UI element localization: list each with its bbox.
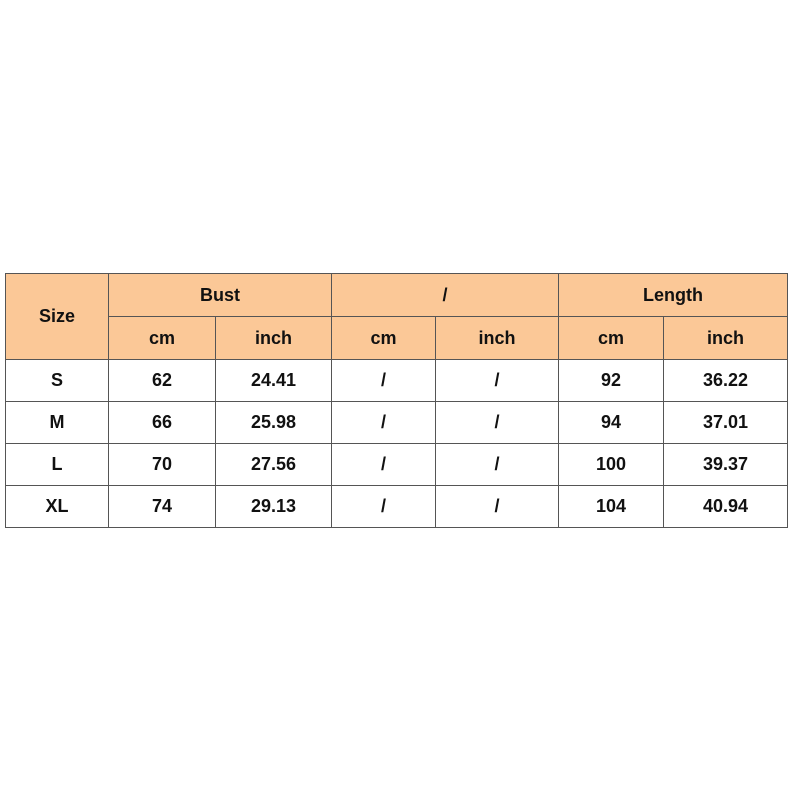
table-row [6,444,788,486]
table-cell: 24.41 [216,360,332,402]
table-row [6,360,788,402]
table-cell: / [436,402,559,444]
table-cell: / [332,360,436,402]
table-row [6,486,788,528]
table-cell: 36.22 [664,360,788,402]
table-cell: 29.13 [216,486,332,528]
header-length: Length [559,274,788,317]
table-cell: / [332,402,436,444]
table-cell: / [436,444,559,486]
table-cell: 25.98 [216,402,332,444]
header-size: Size [6,274,109,360]
subheader-cell: inch [436,317,559,360]
header-slash: / [332,274,559,317]
table-cell: 27.56 [216,444,332,486]
table-cell: / [436,360,559,402]
table-row [6,402,788,444]
table-cell: 104 [559,486,664,528]
table-cell: 70 [109,444,216,486]
table-cell: / [332,486,436,528]
header-row-units [6,317,788,360]
size-cell: S [6,360,109,402]
table-cell: 74 [109,486,216,528]
size-chart-table [5,273,788,528]
header-row-groups [6,274,788,317]
size-cell: XL [6,486,109,528]
header-bust: Bust [109,274,332,317]
table-cell: / [436,486,559,528]
table-cell: 94 [559,402,664,444]
table-cell: 39.37 [664,444,788,486]
subheader-cell: inch [664,317,788,360]
subheader-cell: cm [559,317,664,360]
table-cell: / [332,444,436,486]
size-cell: M [6,402,109,444]
table-cell: 92 [559,360,664,402]
subheader-cell: inch [216,317,332,360]
table-cell: 62 [109,360,216,402]
size-cell: L [6,444,109,486]
table-cell: 100 [559,444,664,486]
subheader-cell: cm [332,317,436,360]
table-cell: 40.94 [664,486,788,528]
table-cell: 66 [109,402,216,444]
subheader-cell: cm [109,317,216,360]
table-cell: 37.01 [664,402,788,444]
